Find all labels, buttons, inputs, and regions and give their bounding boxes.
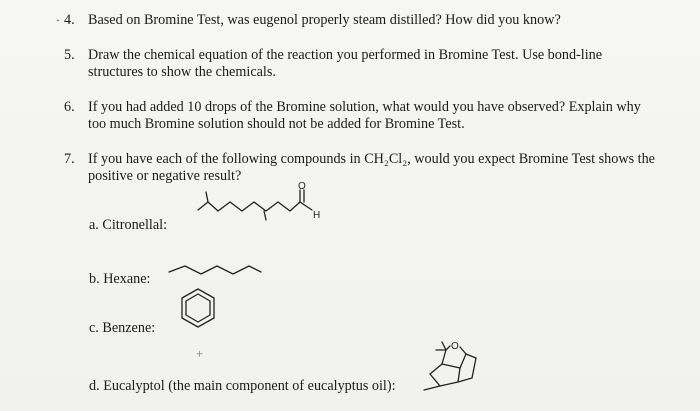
question-number: 6.	[64, 99, 75, 115]
eucalyptol-structure	[420, 338, 480, 394]
compound-name: Eucalyptol (the main component of eucalyptus oil):	[103, 378, 396, 394]
question-text: If you have each of the following compounds in CH₂Cl₂, would you expect Bromine Test shows the positive or negative result?	[88, 151, 655, 184]
compound-letter: c.	[89, 320, 99, 336]
compound-letter: a.	[89, 217, 99, 233]
bond	[446, 346, 450, 350]
question-number: 5.	[64, 47, 75, 63]
question-text: Draw the chemical equation of the reaction you performed in Bromine Test. Use bond-line structures to show the chemicals.	[88, 47, 603, 80]
question-number: 4.	[64, 12, 75, 28]
bond	[466, 354, 476, 358]
bullet-mark: ·	[56, 13, 60, 27]
benzene-inner-ring	[186, 294, 210, 322]
stray-plus-mark: +	[196, 346, 204, 361]
bond	[440, 382, 458, 386]
aldehyde-h-label: H	[313, 210, 321, 221]
bond	[442, 350, 446, 364]
question-text: Based on Bromine Test, was eugenol properly steam distilled? How did you know?	[88, 12, 561, 28]
compound-c-label	[89, 320, 155, 337]
bond	[460, 354, 466, 368]
ether-o-label: O	[451, 341, 459, 352]
compound-name: Benzene:	[102, 320, 156, 336]
bond	[458, 378, 472, 382]
hexane-zigzag	[169, 266, 261, 274]
methyl-branch	[264, 211, 266, 220]
compound-letter: d.	[89, 378, 100, 394]
question-text: If you had added 10 drops of the Bromine solution, what would you have observed? Explain why too much Bromine solution should not be added for Bromine Test.	[88, 99, 641, 132]
carbon-chain	[208, 202, 300, 211]
aldehyde-ch-bond	[300, 202, 312, 210]
question-number: 7.	[64, 151, 75, 167]
bond	[430, 374, 440, 386]
compound-name: Hexane:	[103, 271, 151, 287]
hexane-structure	[167, 262, 267, 282]
compound-letter: b.	[89, 271, 100, 287]
benzene-structure	[178, 287, 218, 331]
bond	[442, 364, 460, 368]
bond	[458, 368, 460, 382]
compound-d-label	[89, 378, 396, 395]
compound-b-label	[89, 271, 150, 288]
compound-name: Citronellal:	[102, 217, 168, 233]
aldehyde-o-label: O	[298, 181, 306, 192]
bond	[460, 347, 466, 354]
citronellal-structure	[196, 180, 346, 230]
bond	[430, 364, 442, 374]
methyl-bond	[424, 386, 440, 390]
bond	[198, 192, 208, 210]
compound-a-label	[89, 217, 167, 234]
methyl-bond	[442, 342, 446, 350]
bond	[472, 358, 476, 378]
